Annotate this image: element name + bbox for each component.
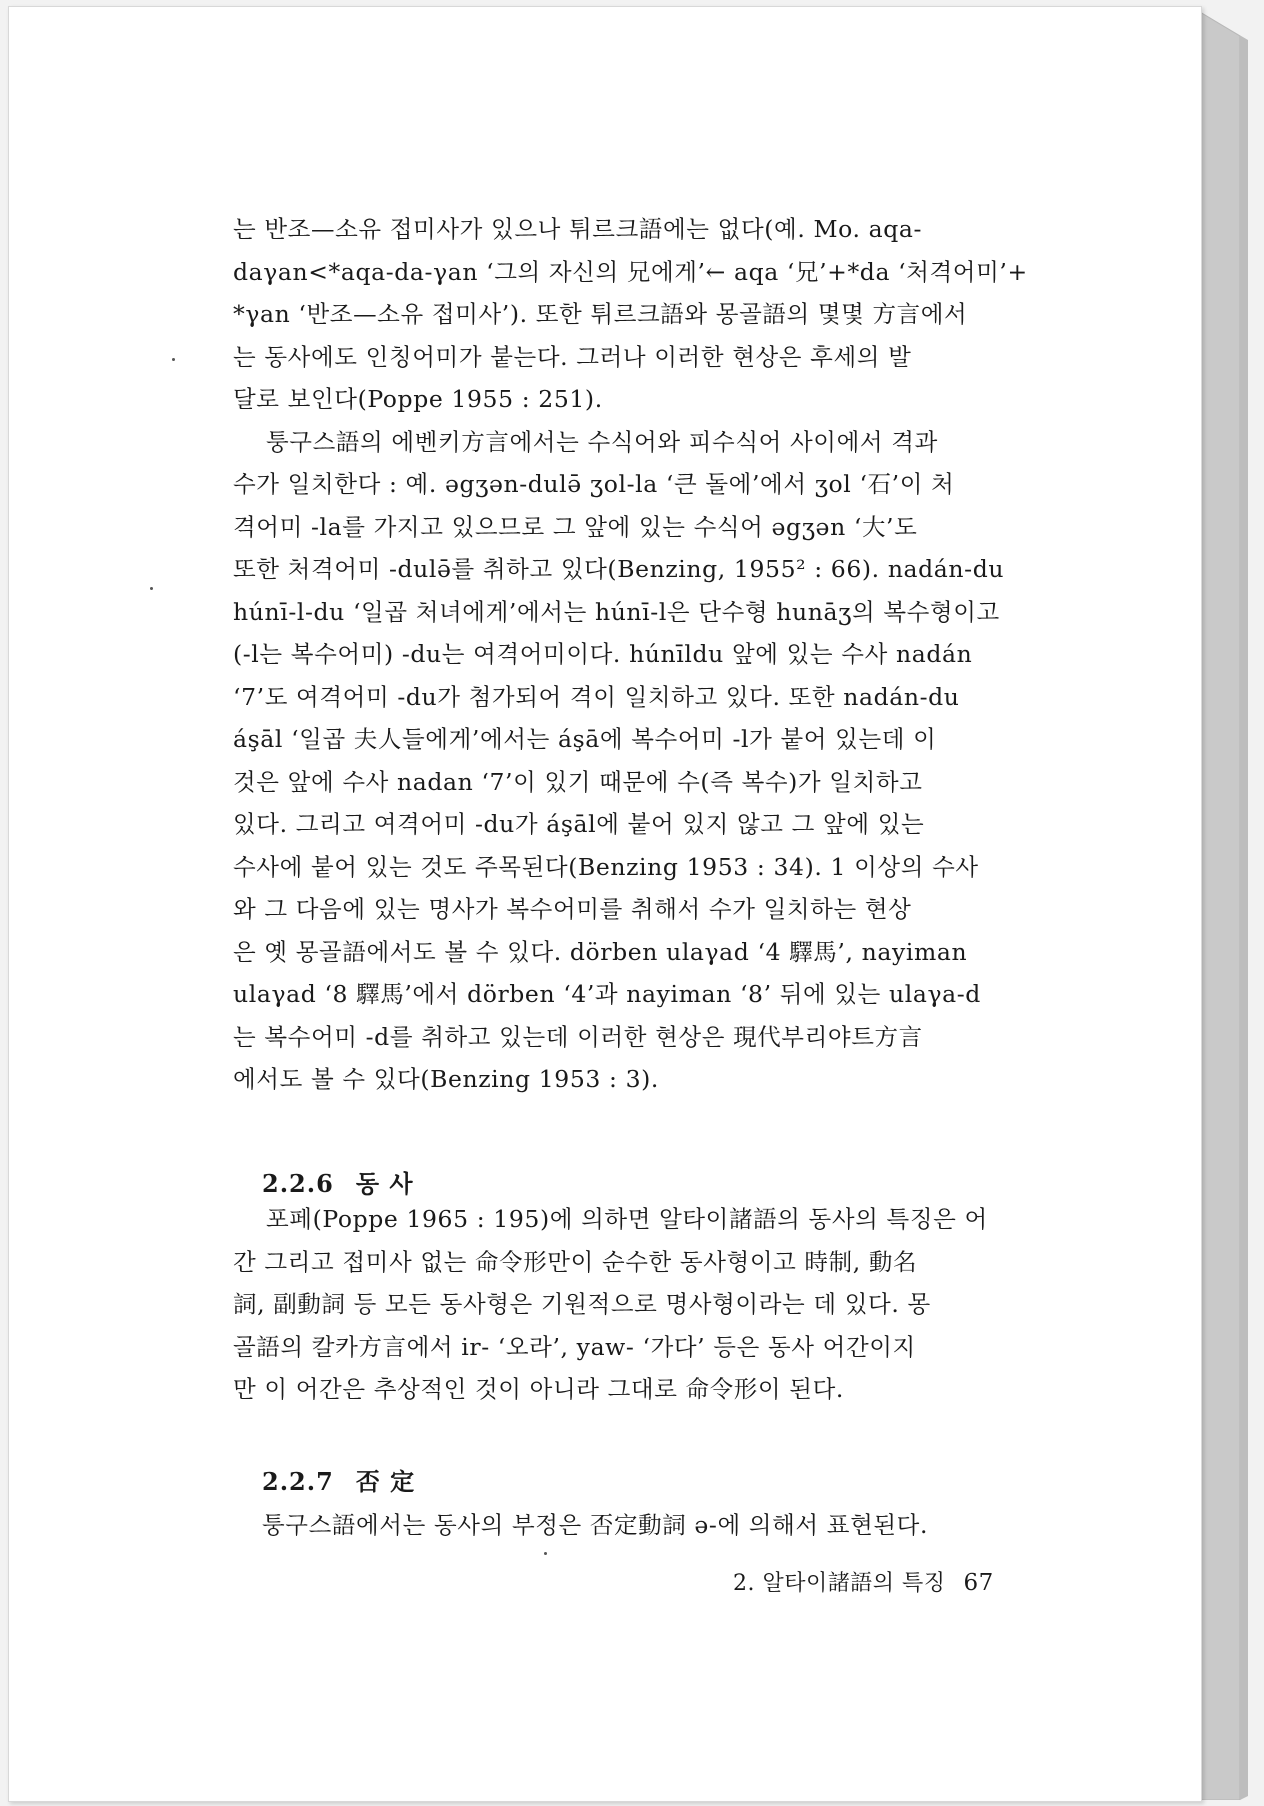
running-title: 2. 알타이諸語의 특징 (733, 1571, 946, 1596)
text-line: 있다. 그리고 여격어미 -du가 áşāl에 붙어 있지 않고 그 앞에 있는 (233, 810, 925, 838)
text-line: *γan ‘반조—소유 접미사’). 또한 튀르크語와 몽골語의 몇몇 方言에서 (233, 300, 968, 328)
text-line: áşāl ‘일곱 夫人들에게’에서는 áşā에 복수어미 -l가 붙어 있는데 이 (233, 725, 937, 753)
text-line: 에서도 볼 수 있다(Benzing 1953 : 3). (233, 1065, 659, 1093)
paragraph-3 (233, 1198, 1037, 1411)
text-line: 것은 앞에 수사 nadan ‘7’이 있기 때문에 수(즉 복수)가 일치하고 (233, 767, 923, 796)
text-line: ulaγad ‘8 驛馬’에서 dörben ‘4’과 nayiman ‘8’ 뒤에 있는 ulaγa-d (233, 980, 981, 1008)
text-line: 간 그리고 접미사 없는 命令形만이 순수한 동사형이고 時制, 動名 (233, 1247, 918, 1276)
text-line: daγan<*aqa-da-γan ‘그의 자신의 兄에게’← aqa ‘兄’+*da ‘처격어미’+ (233, 257, 1028, 286)
text-line: ‘7’도 여격어미 -du가 첨가되어 격이 일치하고 있다. 또한 nadán-du (233, 682, 960, 711)
text-line: 은 옛 몽골語에서도 볼 수 있다. dörben ulaγad ‘4 驛馬’, nayiman (233, 937, 968, 966)
text-line: 포페(Poppe 1965 : 195)에 의하면 알타이諸語의 동사의 특징은 어 (266, 1205, 988, 1233)
scan-speck (172, 358, 175, 361)
text-line: 는 동사에도 인칭어미가 붙는다. 그러나 이러한 현상은 후세의 발 (233, 342, 912, 371)
text-line: 와 그 다음에 있는 명사가 복수어미를 취해서 수가 일치하는 현상 (233, 895, 912, 923)
main-text-block (233, 208, 1037, 1101)
scan-speck (544, 1552, 547, 1555)
section-number: 2.2.7 (262, 1467, 334, 1496)
section-title: 동 사 (355, 1169, 414, 1198)
page-number: 67 (963, 1570, 994, 1596)
text-line: 골語의 칼카方言에서 ir- ‘오라’, yaw- ‘가다’ 등은 동사 어간이지 (233, 1332, 916, 1361)
paragraph-2 (233, 421, 1037, 1101)
text-line: 詞, 副動詞 등 모든 동사형은 기원적으로 명사형이라는 데 있다. 몽 (233, 1290, 931, 1318)
text-line: 는 복수어미 -d를 취하고 있는데 이러한 현상은 現代부리야트方言 (233, 1022, 923, 1051)
text-line: 수사에 붙어 있는 것도 주목된다(Benzing 1953 : 34). 1 이상의 수사 (233, 852, 979, 881)
text-line: (-l는 복수어미) -du는 여격어미이다. húnīldu 앞에 있는 수사 nadán (233, 640, 973, 668)
text-line: 수가 일치한다 : 예. əgʒən-dulə̄ ʒol-la ‘큰 돌에’에서 ʒol ‘石’이 처 (233, 470, 955, 498)
text-line: 달로 보인다(Poppe 1955 : 251). (233, 385, 603, 413)
text-line: 또한 처격어미 -dulə̄를 취하고 있다(Benzing, 1955² : 66). nadán-du (233, 555, 1005, 583)
section-heading-2-2-6 (262, 1164, 414, 1199)
text-line: húnī-l-du ‘일곱 처녀에게’에서는 húnī-l은 단수형 hunāʒ의 복수형이고 (233, 597, 1000, 626)
paragraph-1 (233, 208, 1037, 421)
text-line: 격어미 -la를 가지고 있으므로 그 앞에 있는 수식어 əgʒən ‘大’도 (233, 512, 918, 541)
page-footer (733, 1566, 994, 1597)
text-line: 퉁구스語의 에벤키方言에서는 수식어와 피수식어 사이에서 격과 (266, 427, 938, 456)
scan-speck (150, 587, 153, 590)
section-title: 否 定 (355, 1467, 416, 1496)
section-2-2-7-body: 퉁구스語에서는 동사의 부정은 否定動詞 ə-에 의해서 표현된다. (262, 1511, 929, 1539)
text-line: 만 이 어간은 추상적인 것이 아니라 그대로 命令形이 된다. (233, 1375, 844, 1403)
section-2-2-6-body (233, 1198, 1037, 1411)
section-number: 2.2.6 (262, 1169, 334, 1198)
text-line: 는 반조—소유 접미사가 있으나 튀르크語에는 없다(예. Mo. aqa- (233, 215, 923, 243)
section-heading-2-2-7 (262, 1462, 415, 1497)
